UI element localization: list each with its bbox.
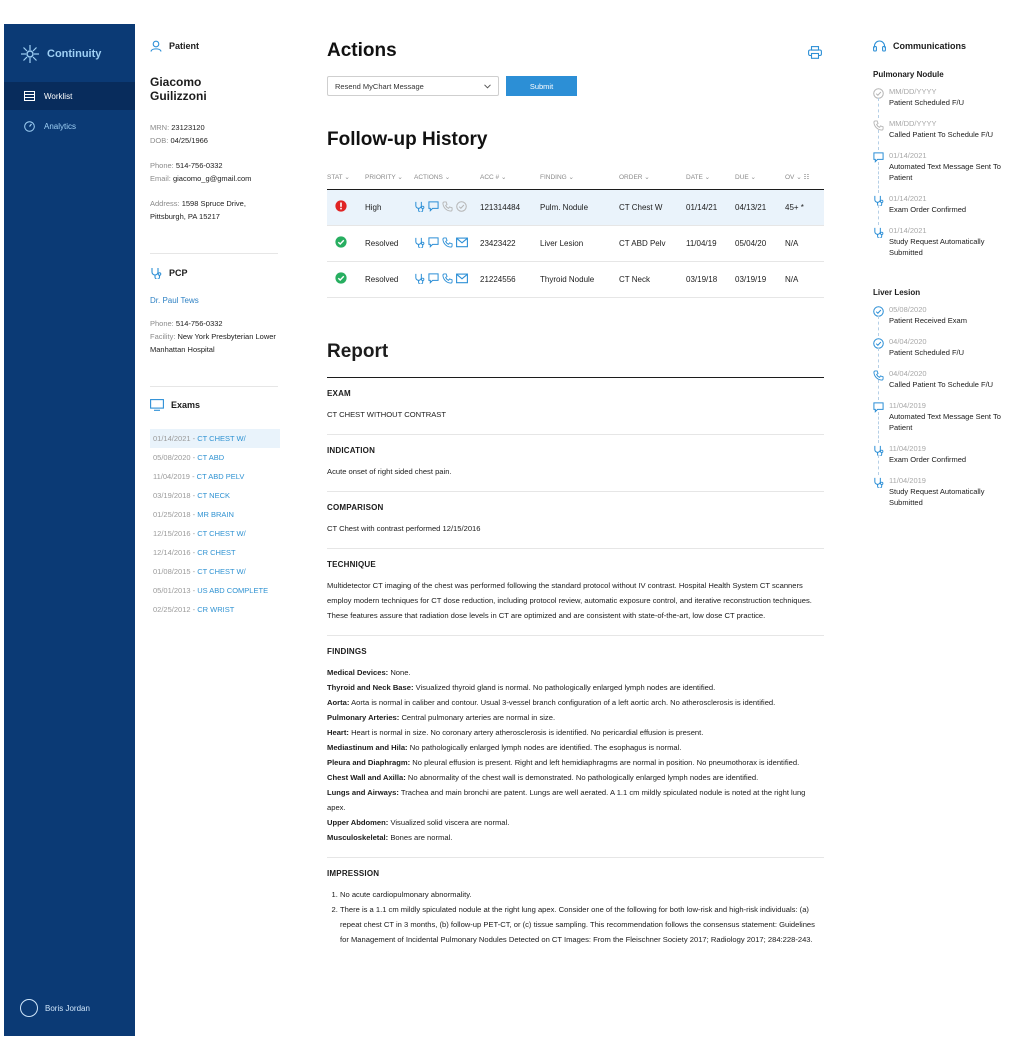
exam-item[interactable]: 05/08/2020 - CT ABD	[153, 453, 225, 462]
event-date: 11/04/2019	[889, 401, 926, 410]
finding-label: Aorta:	[327, 697, 350, 707]
timeline-event	[873, 304, 1003, 326]
patient-section-title: Patient	[169, 41, 200, 51]
exam-item[interactable]: 05/01/2013 - US ABD COMPLETE	[153, 586, 269, 595]
actions-cell	[414, 261, 480, 297]
exam-name: MR BRAIN	[197, 510, 234, 519]
finding-label: Heart:	[327, 727, 349, 737]
exam-name: CT CHEST W/	[197, 567, 246, 576]
order-cell: CT Neck	[619, 261, 686, 297]
communications-header	[873, 40, 1003, 52]
pcp-section-title: PCP	[169, 268, 188, 278]
list-icon	[24, 91, 35, 101]
col-priority[interactable]: PRIORITY ⌄	[365, 165, 414, 189]
comparison-heading: COMPARISON	[327, 502, 384, 512]
ov-cell: 45+ *	[785, 189, 824, 225]
divider	[150, 386, 278, 387]
finding-item	[327, 815, 824, 830]
brand-name: Continuity	[47, 48, 102, 60]
col-date-label: DATE	[686, 173, 703, 181]
order-cell: CT Chest W	[619, 189, 686, 225]
event-text: Automated Text Message Sent To Patient	[889, 412, 1001, 432]
timeline-event	[873, 336, 1003, 358]
exam-date: 02/25/2012	[153, 605, 191, 614]
divider	[150, 253, 278, 254]
user-name: Boris Jordan	[45, 1003, 90, 1013]
actions-cell	[414, 225, 480, 261]
analytics-icon	[24, 121, 35, 132]
finding-text: None.	[390, 667, 411, 677]
followup-table	[327, 165, 824, 298]
technique-heading: TECHNIQUE	[327, 559, 376, 569]
followup-table-body	[327, 189, 824, 297]
action-select[interactable]	[327, 76, 499, 96]
timeline-event	[873, 150, 1003, 183]
person-icon	[150, 40, 162, 52]
pcp-name-link[interactable]: Dr. Paul Tews	[150, 296, 199, 305]
exam-text: CT CHEST WITHOUT CONTRAST	[327, 409, 446, 419]
finding-text: Bones are normal.	[390, 832, 453, 842]
exams-section-title: Exams	[171, 400, 201, 410]
check-circle-icon	[873, 86, 884, 104]
acc-cell: 21224556	[480, 261, 540, 297]
finding-cell: Liver Lesion	[540, 225, 619, 261]
actions-row	[327, 76, 824, 96]
technique-text: Multidetector CT imaging of the chest was performed following the standard protocol without IV contrast. Hospital Health System CT scanners employ modern techniques for CT dose reduction, including protocol review, automatic exposure control, and iterative reconstruction techniques. These features assure that radiation dose levels in CT are optimized and are consistent with state-of-the-art, low dose CT practice.	[327, 580, 812, 620]
col-finding[interactable]: FINDING ⌄	[540, 165, 619, 189]
finding-item	[327, 830, 824, 845]
event-date: 11/04/2019	[889, 444, 926, 453]
table-header-row	[327, 165, 824, 189]
event-date: 04/04/2020	[889, 337, 927, 346]
timeline	[873, 304, 1003, 508]
col-order-label: ORDER	[619, 173, 643, 181]
patient-mrn	[150, 121, 280, 134]
timeline-event	[873, 443, 1003, 465]
event-text: Exam Order Confirmed	[889, 205, 967, 214]
event-text: Patient Scheduled F/U	[889, 98, 965, 107]
impression-list	[327, 887, 824, 947]
event-date: 11/04/2019	[889, 476, 926, 485]
communication-group-title: Pulmonary Nodule	[873, 70, 944, 79]
phone-icon	[873, 118, 884, 136]
event-date: 01/14/2021	[889, 151, 927, 160]
pcp-phone-label: Phone:	[150, 319, 174, 328]
finding-label: Medical Devices:	[327, 667, 389, 677]
exam-item[interactable]: 12/15/2016 - CT CHEST W/	[153, 529, 246, 538]
dob-value: 04/25/1966	[170, 136, 208, 145]
stethoscope-icon[interactable]	[414, 201, 425, 214]
patient-email	[150, 172, 280, 185]
table-row[interactable]	[327, 225, 824, 261]
facility-label: Facility:	[150, 332, 176, 341]
exam-date: 01/14/2021	[153, 434, 191, 443]
communications-panel	[873, 40, 1003, 518]
event-text: Exam Order Confirmed	[889, 455, 967, 464]
date-cell: 01/14/21	[686, 189, 735, 225]
finding-item	[327, 755, 824, 770]
timeline	[873, 86, 1003, 258]
finding-item	[327, 695, 824, 710]
event-text: Automated Text Message Sent To Patient	[889, 162, 1001, 182]
finding-item	[327, 665, 824, 680]
stethoscope-icon	[873, 443, 884, 461]
col-order[interactable]: ORDER ⌄	[619, 165, 686, 189]
exam-name: CR WRIST	[197, 605, 235, 614]
pcp-phone	[150, 317, 280, 330]
event-date: 05/08/2020	[889, 305, 927, 314]
email-value: giacomo_g@gmail.com	[172, 174, 252, 183]
phone-icon[interactable]	[442, 201, 453, 214]
col-acc-label: ACC #	[480, 173, 500, 181]
timeline-event	[873, 225, 1003, 258]
mrn-label: MRN:	[150, 123, 170, 132]
impression-heading: IMPRESSION	[327, 868, 380, 878]
exam-item[interactable]: 01/25/2018 - MR BRAIN	[153, 510, 234, 519]
patient-header	[150, 40, 280, 52]
stethoscope-icon[interactable]	[414, 237, 425, 250]
priority-cell: Resolved	[365, 261, 414, 297]
finding-item	[327, 770, 824, 785]
event-text: Patient Scheduled F/U	[889, 348, 965, 357]
patient-panel	[150, 40, 280, 619]
phone-value: 514-756-0332	[175, 161, 223, 170]
event-date: 01/14/2021	[889, 226, 927, 235]
findings-list	[327, 665, 824, 845]
main-content	[327, 40, 824, 959]
exam-date: 01/25/2018	[153, 510, 191, 519]
priority-cell: High	[365, 189, 414, 225]
exam-date: 11/04/2019	[153, 472, 190, 481]
finding-label: Pulmonary Arteries:	[327, 712, 400, 722]
finding-item	[327, 740, 824, 755]
timeline-event	[873, 400, 1003, 433]
exam-name: CR CHEST	[197, 548, 236, 557]
finding-label: Pleura and Diaphragm:	[327, 757, 411, 767]
indication-heading: INDICATION	[327, 445, 376, 455]
finding-item	[327, 725, 824, 740]
timeline-event	[873, 475, 1003, 508]
communication-group-title: Liver Lesion	[873, 288, 921, 297]
exams-header	[150, 399, 280, 411]
exam-date: 01/08/2015	[153, 567, 191, 576]
exam-date: 12/15/2016	[153, 529, 191, 538]
event-date: MM/DD/YYYY	[889, 87, 937, 96]
finding-text: Visualized solid viscera are normal.	[390, 817, 510, 827]
finding-text: Heart is normal in size. No coronary artery atherosclerosis is identified. No pericardial effusion is present.	[351, 727, 704, 737]
monitor-icon	[150, 399, 164, 411]
check-circle-icon	[335, 241, 347, 250]
phone-icon	[873, 368, 884, 386]
chat-icon	[873, 400, 884, 418]
report-title: Report	[327, 341, 824, 378]
nav-label-worklist: Worklist	[44, 91, 73, 101]
exam-date: 03/19/2018	[153, 491, 191, 500]
report-indication-section	[327, 435, 824, 492]
exam-item[interactable]: 01/08/2015 - CT CHEST W/	[153, 567, 246, 576]
nav-label-analytics: Analytics	[44, 121, 77, 131]
due-cell: 04/13/21	[735, 189, 785, 225]
pcp-header	[150, 267, 280, 279]
col-stat[interactable]: STAT ⌄	[327, 165, 365, 189]
ov-cell: N/A	[785, 261, 824, 297]
table-row[interactable]	[327, 261, 824, 297]
finding-item	[327, 710, 824, 725]
col-stat-label: STAT	[327, 173, 343, 181]
headset-icon	[873, 40, 886, 52]
col-priority-label: PRIORITY	[365, 173, 396, 181]
phone-icon[interactable]	[442, 273, 453, 286]
finding-text: Aorta is normal in caliber and contour. Usual 3-vessel branch configuration of a left aortic arch. No atherosclerosis is identified.	[351, 697, 776, 707]
mrn-value: 23123120	[171, 123, 205, 132]
chat-icon[interactable]	[428, 201, 439, 214]
finding-label: Musculoskeletal:	[327, 832, 389, 842]
acc-cell: 121314484	[480, 189, 540, 225]
event-text: Patient Received Exam	[889, 316, 967, 325]
finding-label: Thyroid and Neck Base:	[327, 682, 414, 692]
check-circle-icon	[873, 336, 884, 354]
event-text: Called Patient To Schedule F/U	[889, 380, 994, 389]
pcp-facility	[150, 330, 278, 356]
patient-address	[150, 197, 270, 223]
indication-text: Acute onset of right sided chest pain.	[327, 466, 452, 476]
followup-title: Follow-up History	[327, 129, 488, 150]
exam-date: 05/01/2013	[153, 586, 191, 595]
pcp-phone-value: 514-756-0332	[175, 319, 223, 328]
table-row[interactable]	[327, 189, 824, 225]
columns-menu-icon[interactable]: ☷	[803, 173, 810, 181]
exam-name: CT ABD	[197, 453, 225, 462]
due-cell: 03/19/19	[735, 261, 785, 297]
date-cell: 11/04/19	[686, 225, 735, 261]
col-finding-label: FINDING	[540, 173, 567, 181]
address-value: 1598 Spruce Drive, Pittsburgh, PA 15217	[150, 199, 246, 221]
phone-icon[interactable]	[442, 237, 453, 250]
finding-text: Central pulmonary arteries are normal in size.	[401, 712, 556, 722]
exam-item[interactable]: 12/14/2016 - CR CHEST	[153, 548, 236, 557]
chat-icon[interactable]	[428, 237, 439, 250]
exam-item[interactable]: 11/04/2019 - CT ABD PELV	[153, 472, 245, 481]
patient-dob	[150, 134, 280, 147]
priority-cell: Resolved	[365, 225, 414, 261]
finding-text: No pleural effusion is present. Right and left hemidiaphragms are normal in position. No pneumothorax is identified.	[412, 757, 800, 767]
facility-value: New York Presbyterian Lower Manhattan Hospital	[150, 332, 276, 354]
timeline-event	[873, 368, 1003, 390]
event-date: 01/14/2021	[889, 194, 927, 203]
nav-item-worklist[interactable]	[4, 82, 135, 110]
check-circle-icon	[873, 304, 884, 322]
event-date: MM/DD/YYYY	[889, 119, 937, 128]
findings-heading: FINDINGS	[327, 646, 367, 656]
date-cell: 03/19/18	[686, 261, 735, 297]
actions-cell	[414, 189, 480, 225]
communication-group	[873, 288, 1003, 508]
event-text: Study Request Automatically Submitted	[889, 487, 985, 507]
report-findings-section	[327, 636, 824, 858]
communication-groups	[873, 70, 1003, 508]
exam-name: CT NECK	[197, 491, 231, 500]
nav-item-analytics[interactable]	[4, 112, 135, 140]
report-comparison-section	[327, 492, 824, 549]
report-technique-section	[327, 549, 824, 636]
submit-button[interactable]: Submit	[506, 76, 577, 96]
exam-name: US ABD COMPLETE	[197, 586, 269, 595]
chevron-down-icon	[484, 84, 491, 89]
continuity-logo-icon	[20, 44, 40, 64]
finding-label: Upper Abdomen:	[327, 817, 389, 827]
finding-text: Trachea and main bronchi are patent. Lungs are well aerated. A 1.1 cm mildly spiculated nodule is noted at the right lung apex.	[327, 787, 806, 812]
check-circle-icon[interactable]	[456, 201, 467, 214]
timeline-event	[873, 86, 1003, 108]
col-ov-label: OV	[785, 173, 795, 181]
communication-group	[873, 70, 1003, 258]
exam-item[interactable]: 01/14/2021 - CT CHEST W/	[150, 429, 280, 448]
brand[interactable]	[20, 44, 101, 64]
sidebar	[4, 24, 135, 1036]
mail-icon[interactable]	[456, 237, 468, 250]
col-acc[interactable]: ACC # ⌄	[480, 165, 540, 189]
alert-icon	[335, 205, 347, 214]
check-circle-icon	[335, 277, 347, 286]
due-cell: 05/04/20	[735, 225, 785, 261]
exam-list	[150, 429, 280, 619]
finding-cell: Pulm. Nodule	[540, 189, 619, 225]
chat-icon[interactable]	[428, 273, 439, 286]
event-text: Called Patient To Schedule F/U	[889, 130, 994, 139]
stethoscope-icon	[873, 475, 884, 493]
exam-heading: EXAM	[327, 388, 351, 398]
event-date: 04/04/2020	[889, 369, 927, 378]
phone-label: Phone:	[150, 161, 174, 170]
chat-icon	[873, 150, 884, 168]
exam-item[interactable]: 02/25/2012 - CR WRIST	[153, 605, 235, 614]
stethoscope-icon	[873, 225, 884, 243]
order-cell: CT ABD Pelv	[619, 225, 686, 261]
finding-label: Mediastinum and Hila:	[327, 742, 408, 752]
mail-icon[interactable]	[456, 273, 468, 286]
acc-cell: 23423422	[480, 225, 540, 261]
print-icon[interactable]	[808, 46, 822, 59]
comparison-text: CT Chest with contrast performed 12/15/2016	[327, 523, 481, 533]
finding-label: Lungs and Airways:	[327, 787, 399, 797]
exam-date: 12/14/2016	[153, 548, 191, 557]
finding-cell: Thyroid Nodule	[540, 261, 619, 297]
finding-text: No pathologically enlarged lymph nodes are identified. The esophagus is normal.	[409, 742, 682, 752]
report-exam-section	[327, 378, 824, 435]
impression-item: 2. There is a 1.1 cm mildly spiculated nodule at the right lung apex. Consider one of the following for both low-risk and high-risk individuals: (a) repeat chest CT in 3 months, (b) follow-up PET-CT, or (c) tissue sampling. This recommendation follows the consensus statement: Guidelines for Management of Incidental Pulmonary Nodules Detected on CT Images: From the Fleischner Society 2017; Radiology 2017; 284:228-243.	[340, 902, 824, 947]
address-label: Address:	[150, 199, 180, 208]
event-text: Study Request Automatically Submitted	[889, 237, 985, 257]
col-ov[interactable]: OV ⌄ ☷	[785, 165, 824, 189]
col-due[interactable]: DUE ⌄	[735, 165, 785, 189]
col-actions[interactable]: ACTIONS ⌄	[414, 165, 480, 189]
timeline-event	[873, 193, 1003, 215]
email-label: Email:	[150, 174, 171, 183]
user-profile[interactable]	[20, 999, 90, 1017]
dob-label: DOB:	[150, 136, 169, 145]
stethoscope-icon	[150, 267, 162, 279]
actions-title: Actions	[327, 40, 397, 61]
report-impression-section	[327, 858, 824, 959]
col-date[interactable]: DATE ⌄	[686, 165, 735, 189]
exam-date: 05/08/2020	[153, 453, 191, 462]
action-select-value: Resend MyChart Message	[335, 81, 424, 91]
finding-item	[327, 680, 824, 695]
exam-name: CT ABD PELV	[196, 472, 245, 481]
exam-name: CT CHEST W/	[197, 529, 246, 538]
col-actions-label: ACTIONS	[414, 173, 443, 181]
stethoscope-icon[interactable]	[414, 273, 425, 286]
impression-item: 1. No acute cardiopulmonary abnormality.	[340, 887, 824, 902]
finding-text: No abnormality of the chest wall is demonstrated. No pathologically enlarged lymph nodes are identified.	[407, 772, 759, 782]
stethoscope-icon	[873, 193, 884, 211]
patient-phone	[150, 159, 280, 172]
avatar	[20, 999, 38, 1017]
ov-cell: N/A	[785, 225, 824, 261]
finding-item	[327, 785, 824, 815]
exam-item[interactable]: 03/19/2018 - CT NECK	[153, 491, 231, 500]
communications-title: Communications	[893, 41, 967, 51]
patient-name: Giacomo Guilizzoni	[150, 75, 207, 103]
finding-text: Visualized thyroid gland is normal. No pathologically enlarged lymph nodes are identified.	[415, 682, 716, 692]
col-due-label: DUE	[735, 173, 749, 181]
timeline-event	[873, 118, 1003, 140]
finding-label: Chest Wall and Axilla:	[327, 772, 406, 782]
exam-name: CT CHEST W/	[197, 434, 246, 443]
